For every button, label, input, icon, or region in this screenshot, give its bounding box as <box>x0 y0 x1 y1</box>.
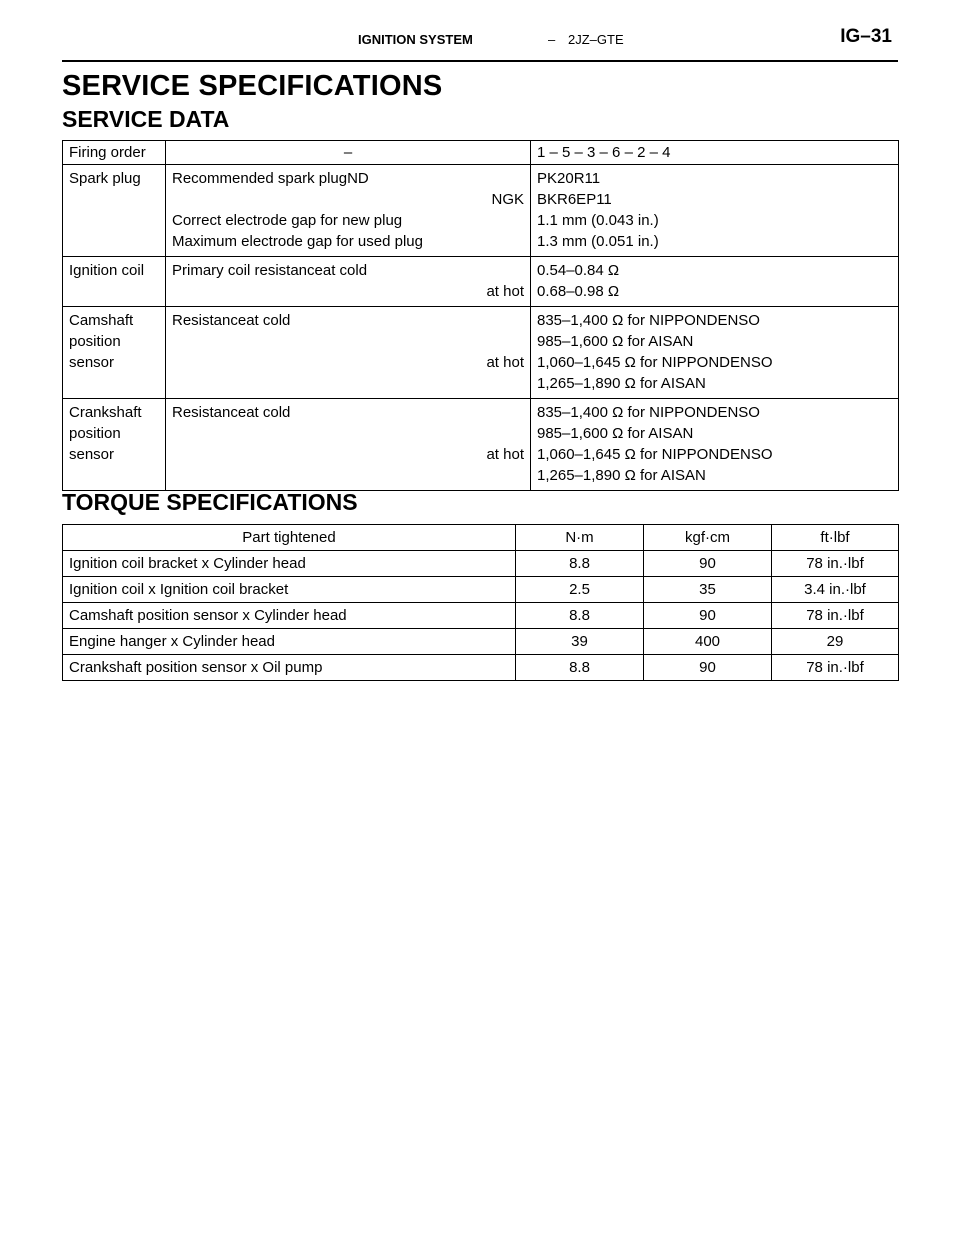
service-data-heading: SERVICE DATA <box>62 106 230 132</box>
value-line: 835–1,400 Ω for NIPPONDENSO <box>537 312 760 329</box>
spark-plug-values <box>531 165 899 257</box>
table-header-row <box>63 525 899 551</box>
table-row <box>63 399 899 491</box>
nm-cell: 8.8 <box>516 655 644 681</box>
gap-used-label: Maximum electrode gap for used plug <box>172 233 423 250</box>
cond-cold: at cold <box>322 262 368 279</box>
engine-code: 2JZ–GTE <box>568 32 624 47</box>
label-line: position <box>69 333 121 350</box>
value-line: 0.68–0.98 Ω <box>537 283 620 300</box>
part-cell: Ignition coil x Ignition coil bracket <box>63 577 516 603</box>
value-line: 1.3 mm (0.051 in.) <box>537 233 659 250</box>
crankshaft-label <box>63 399 166 491</box>
nm-cell: 8.8 <box>516 551 644 577</box>
label-line: position <box>69 425 121 442</box>
nm-cell: 8.8 <box>516 603 644 629</box>
page-number: IG–31 <box>840 26 892 47</box>
label-line: Crankshaft <box>69 404 142 421</box>
nm-cell: 2.5 <box>516 577 644 603</box>
table-row <box>63 655 899 681</box>
camshaft-label <box>63 307 166 399</box>
camshaft-values <box>531 307 899 399</box>
label-line: sensor <box>69 354 115 371</box>
ignition-coil-items <box>166 257 531 307</box>
value-line: 985–1,600 Ω for AISAN <box>537 333 694 350</box>
gap-new-label: Correct electrode gap for new plug <box>172 212 403 229</box>
cond-hot: at hot <box>486 354 524 371</box>
cond-cold: at cold <box>246 404 291 421</box>
ngk-label: NGK <box>491 191 524 208</box>
page-header <box>62 24 898 62</box>
section-name: IGNITION SYSTEM <box>358 32 473 47</box>
kgfcm-cell: 90 <box>644 655 772 681</box>
value-line: 1,060–1,645 Ω for NIPPONDENSO <box>537 446 773 463</box>
spark-plug-items <box>166 165 531 257</box>
firing-order-label: Firing order <box>63 141 166 165</box>
value-line: BKR6EP11 <box>537 191 612 208</box>
spark-plug-label: Spark plug <box>63 165 166 257</box>
value-line: 1,265–1,890 Ω for AISAN <box>537 467 706 484</box>
kgfcm-cell: 400 <box>644 629 772 655</box>
label-line: Camshaft <box>69 312 134 329</box>
nd-label: ND <box>347 170 369 187</box>
ignition-coil-label: Ignition coil <box>63 257 166 307</box>
column-header: ft·lbf <box>772 525 899 551</box>
table-row <box>63 577 899 603</box>
cond-cold: at cold <box>246 312 291 329</box>
camshaft-items <box>166 307 531 399</box>
ftlbf-cell: 78 in.·lbf <box>772 655 899 681</box>
ftlbf-cell: 29 <box>772 629 899 655</box>
column-header: Part tightened <box>63 525 516 551</box>
table-row <box>63 141 899 165</box>
table-row <box>63 165 899 257</box>
torque-heading: TORQUE SPECIFICATIONS <box>62 489 358 515</box>
primary-coil-label: Primary coil resistance <box>172 262 323 279</box>
crankshaft-items <box>166 399 531 491</box>
table-row <box>63 257 899 307</box>
resistance-label: Resistance <box>172 404 247 421</box>
header-separator: – <box>548 32 556 47</box>
part-cell: Ignition coil bracket x Cylinder head <box>63 551 516 577</box>
crankshaft-values <box>531 399 899 491</box>
table-row <box>63 603 899 629</box>
table-row <box>63 551 899 577</box>
kgfcm-cell: 35 <box>644 577 772 603</box>
value-line: 1,060–1,645 Ω for NIPPONDENSO <box>537 354 773 371</box>
table-row <box>63 629 899 655</box>
torque-table <box>62 524 899 681</box>
value-line: 1.1 mm (0.043 in.) <box>537 212 659 229</box>
nm-cell: 39 <box>516 629 644 655</box>
page-title: SERVICE SPECIFICATIONS <box>62 70 443 102</box>
kgfcm-cell: 90 <box>644 603 772 629</box>
recommended-plug-label: Recommended spark plug <box>172 170 348 187</box>
table-row <box>63 307 899 399</box>
ftlbf-cell: 78 in.·lbf <box>772 551 899 577</box>
value-line: 0.54–0.84 Ω <box>537 262 620 279</box>
kgfcm-cell: 90 <box>644 551 772 577</box>
value-line: 1,265–1,890 Ω for AISAN <box>537 375 706 392</box>
part-cell: Engine hanger x Cylinder head <box>63 629 516 655</box>
column-header: N·m <box>516 525 644 551</box>
value-line: 985–1,600 Ω for AISAN <box>537 425 694 442</box>
value-line: 835–1,400 Ω for NIPPONDENSO <box>537 404 760 421</box>
ignition-coil-values <box>531 257 899 307</box>
part-cell: Crankshaft position sensor x Oil pump <box>63 655 516 681</box>
resistance-label: Resistance <box>172 312 247 329</box>
part-cell: Camshaft position sensor x Cylinder head <box>63 603 516 629</box>
ftlbf-cell: 78 in.·lbf <box>772 603 899 629</box>
column-header: kgf·cm <box>644 525 772 551</box>
firing-order-item: – <box>166 141 531 165</box>
cond-hot: at hot <box>486 446 524 463</box>
cond-hot: at hot <box>486 283 524 300</box>
value-line: PK20R11 <box>537 170 601 187</box>
ftlbf-cell: 3.4 in.·lbf <box>772 577 899 603</box>
label-line: sensor <box>69 446 115 463</box>
firing-order-value: 1 – 5 – 3 – 6 – 2 – 4 <box>531 141 899 165</box>
service-data-table <box>62 140 899 491</box>
